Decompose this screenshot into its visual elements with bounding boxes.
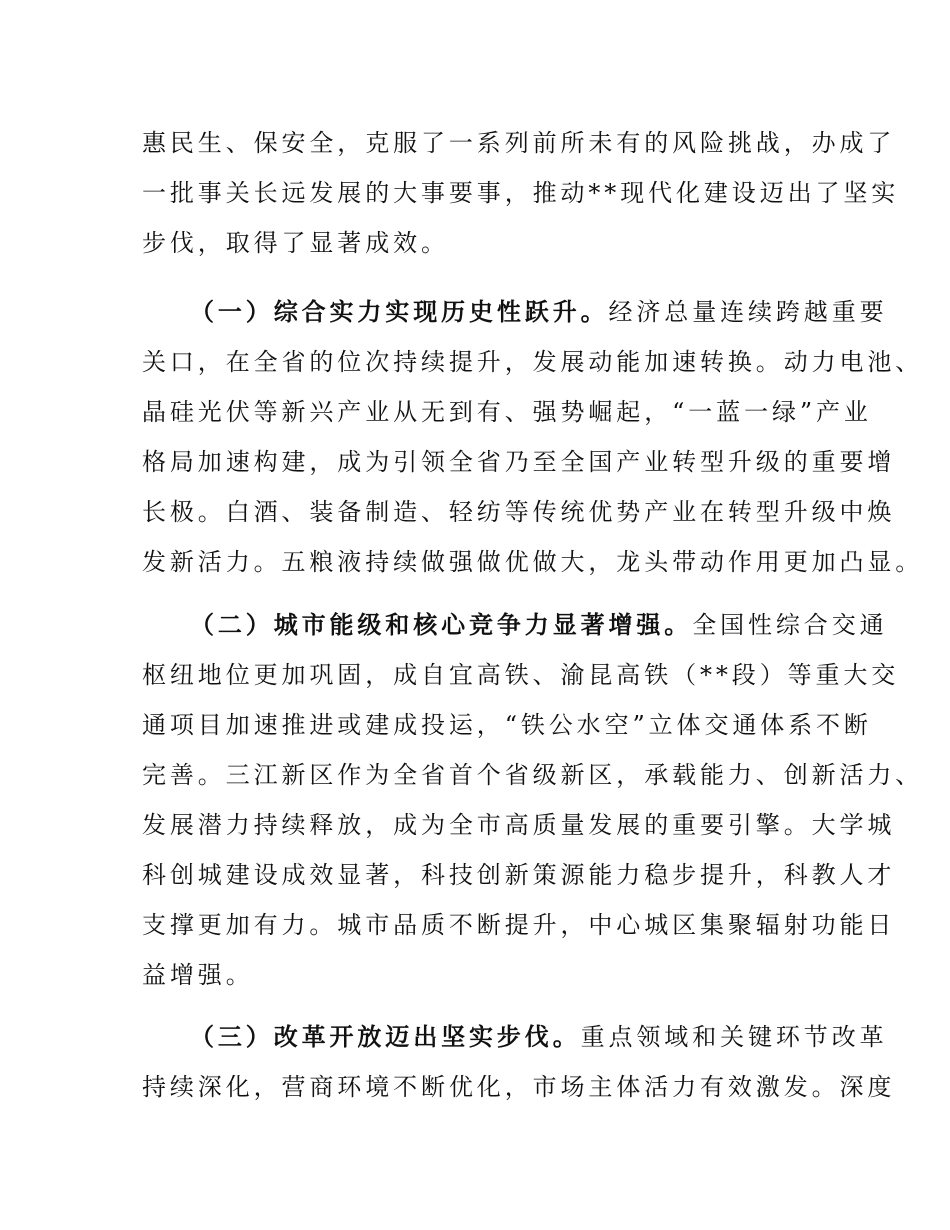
section2-line-8: 益增强。 bbox=[142, 961, 254, 989]
section1-first-line bbox=[190, 296, 888, 328]
intro-line-1: 惠民生、保安全，克服了一系列前所未有的风险挑战，办成了 bbox=[142, 129, 896, 157]
section2-line-6: 科创城建设成效显著，科技创新策源能力稳步提升，科教人才 bbox=[142, 861, 896, 889]
section1-first-line-text: 经济总量连续跨越重要 bbox=[608, 298, 888, 326]
section2-heading: （二）城市能级和核心竞争力显著增强。 bbox=[190, 611, 693, 639]
section1-heading: （一）综合实力实现历史性跃升。 bbox=[190, 298, 609, 326]
section2-line-3: 通项目加速推进或建成投运，“铁公水空”立体交通体系不断 bbox=[142, 711, 872, 739]
section1-line-3: 晶硅光伏等新兴产业从无到有、强势崛起，“一蓝一绿”产业 bbox=[142, 398, 872, 426]
section2-line-5: 发展潜力持续释放，成为全市高质量发展的重要引擎。大学城 bbox=[142, 811, 896, 839]
section1-line-4: 格局加速构建，成为引领全省乃至全国产业转型升级的重要增 bbox=[142, 448, 896, 476]
section1-line-6: 发新活力。五粮液持续做强做优做大，龙头带动作用更加凸显。 bbox=[142, 548, 924, 576]
section1-line-2: 关口，在全省的位次持续提升，发展动能加速转换。动力电池、 bbox=[142, 348, 924, 376]
section2-line-4: 完善。三江新区作为全省首个省级新区，承载能力、创新活力、 bbox=[142, 761, 924, 789]
intro-line-3: 步伐，取得了显著成效。 bbox=[142, 229, 449, 257]
section1-line-5: 长极。白酒、装备制造、轻纺等传统优势产业在转型升级中焕 bbox=[142, 498, 896, 526]
section3-first-line bbox=[190, 1021, 888, 1053]
section3-first-line-text: 重点领域和关键环节改革 bbox=[580, 1023, 888, 1051]
section3-line-2: 持续深化，营商环境不断优化，市场主体活力有效激发。深度 bbox=[142, 1073, 896, 1101]
section2-line-7: 支撑更加有力。城市品质不断提升，中心城区集聚辐射功能日 bbox=[142, 911, 896, 939]
section2-line-2: 枢纽地位更加巩固，成自宜高铁、渝昆高铁（**段）等重大交 bbox=[142, 661, 900, 689]
section3-heading: （三）改革开放迈出坚实步伐。 bbox=[190, 1023, 581, 1051]
intro-line-2: 一批事关长远发展的大事要事，推动**现代化建设迈出了坚实 bbox=[142, 179, 900, 207]
section2-first-line bbox=[190, 609, 888, 641]
section2-first-line-text: 全国性综合交通 bbox=[692, 611, 888, 639]
